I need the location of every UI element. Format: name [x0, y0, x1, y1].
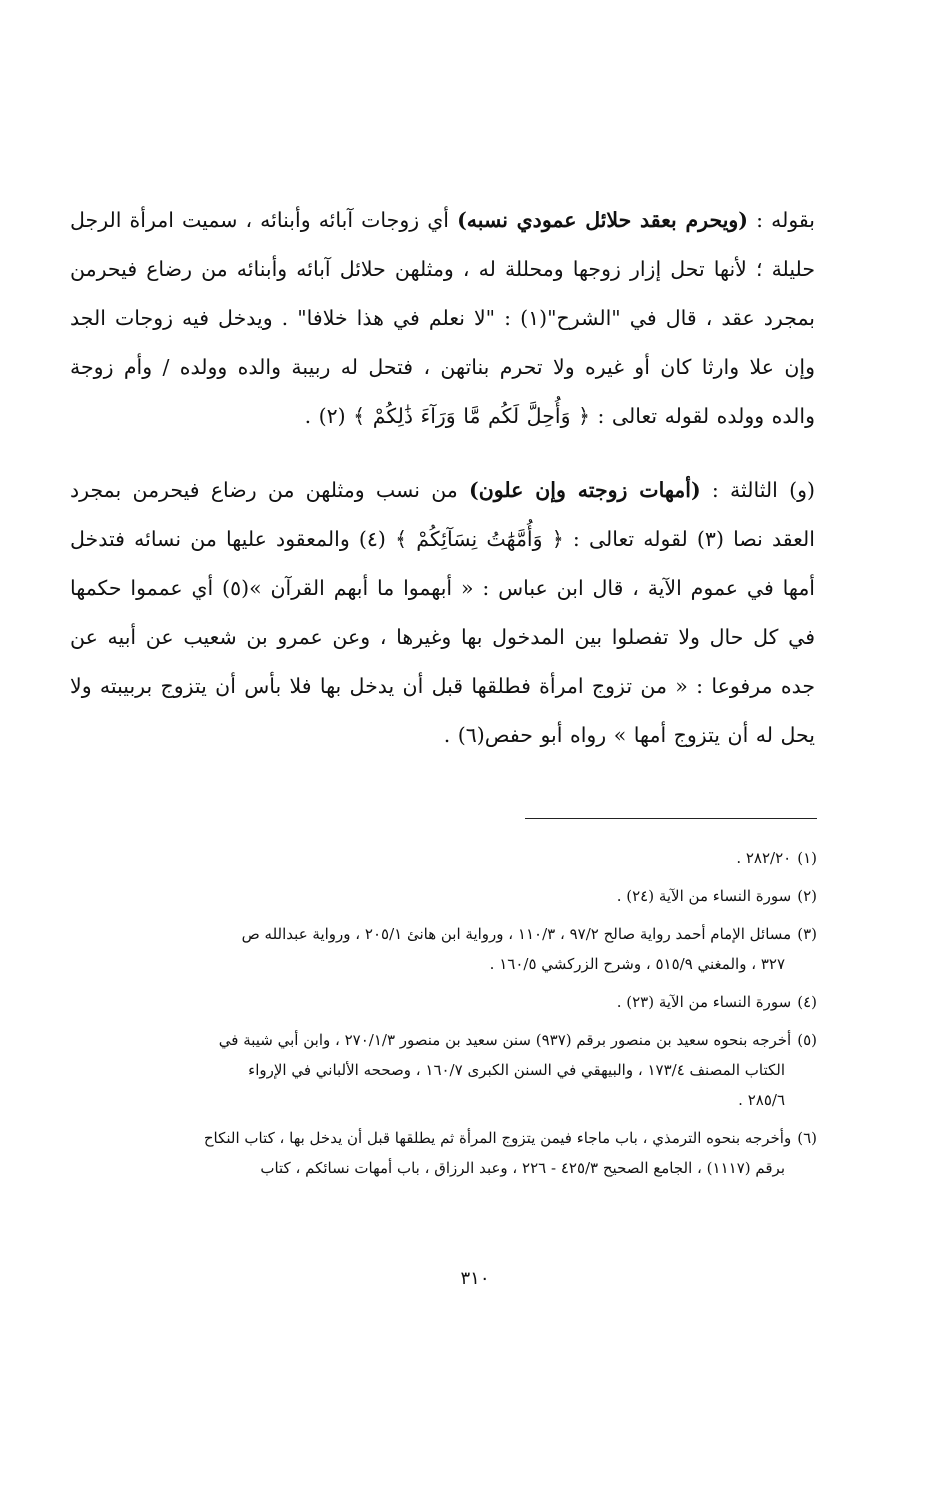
footnote-text: ٢٨٢/٢٠ . — [736, 849, 792, 867]
footnote-number: (٣) — [797, 925, 817, 943]
footnote-6 — [70, 1123, 817, 1183]
footnote-number: (٥) — [797, 1031, 817, 1049]
text-run: بقوله : — [748, 208, 815, 232]
text-run: أي زوجات آبائه وأبنائه ، سميت امرأة الرجل حليلة ؛ لأنها تحل إزار زوجها ومحللة له ، ومثلهن حلائل آبائه وأبنائه من رضاع فيحرمن بمجرد عقد ، قال في "الشرح"(١) : "لا نعلم في هذا خلافا" . ويدخل فيه زوجات الجد وإن علا وارثا كان أو غيره ولا تحرم بناتهن ، فتحل له ربيبة والده وولده / وأم زوجة والده وولده لقوله تعالى : ﴿ وَأُحِلَّ لَكُم مَّا وَرَآءَ ذَٰلِكُمْ ﴾ (٢) . — [70, 208, 815, 428]
footnote-2 — [70, 881, 817, 911]
text-run: (و) الثالثة : — [700, 478, 815, 502]
footnote-text: سورة النساء من الآية (٢٣) . — [616, 993, 792, 1011]
footnote-number: (٤) — [797, 993, 817, 1011]
footnote-4 — [70, 987, 817, 1017]
footnote-text: أخرجه بنحوه سعيد بن منصور برقم (٩٣٧) سنن سعيد بن منصور ٢٧٠/١/٣ ، وابن أبي شيبة في — [218, 1031, 792, 1049]
footnote-text: ٢٨٥/٦ . — [738, 1091, 785, 1109]
footnote-3 — [70, 919, 817, 979]
footnote-text: مسائل الإمام أحمد رواية صالح ٩٧/٢ ، ١١٠/٣ ، ورواية ابن هانئ ٢٠٥/١ ، ورواية عبدالله ص — [241, 925, 792, 943]
main-paragraph-2 — [70, 466, 815, 760]
footnote-separator — [525, 818, 817, 819]
footnotes — [70, 843, 817, 1191]
footnote-number: (٢) — [797, 887, 817, 905]
page-number: ٣١٠ — [460, 1268, 490, 1289]
footnote-1 — [70, 843, 817, 873]
footnote-text: ٣٢٧ ، والمغني ٥١٥/٩ ، وشرح الزركشي ١٦٠/٥ . — [489, 955, 785, 973]
bold-matn-text: (أمهات زوجته وإن علون) — [469, 478, 701, 502]
footnote-text: سورة النساء من الآية (٢٤) . — [616, 887, 792, 905]
footnote-number: (٦) — [797, 1129, 817, 1147]
footnote-text: الكتاب المصنف ١٧٣/٤ ، والبيهقي في السنن الكبرى ١٦٠/٧ ، وصححه الألباني في الإرواء — [248, 1061, 785, 1079]
footnote-text: وأخرجه بنحوه الترمذي ، باب ماجاء فيمن يتزوج المرأة ثم يطلقها قبل أن يدخل بها ، كتاب النكاح — [203, 1129, 792, 1147]
footnote-5 — [70, 1025, 817, 1115]
text-run: من نسب ومثلهن من رضاع فيحرمن بمجرد العقد نصا (٣) لقوله تعالى : ﴿ وَأُمَّهَٰتُ نِسَآئِكُمْ ﴾ (٤) والمعقود عليها من نسائه فتدخل أمها في عموم الآية ، قال ابن عباس : « أبهموا ما أبهم القرآن »(٥) أي عمموا حكمها في كل حال ولا تفصلوا بين المدخول بها وغيرها ، وعن عمرو بن شعيب عن أبيه عن جده مرفوعا : « من تزوج امرأة فطلقها قبل أن يدخل بها فلا بأس أن يتزوج بربيبته ولا يحل له أن يتزوج أمها » رواه أبو حفص(٦) . — [70, 478, 815, 747]
footnote-text: برقم (١١١٧) ، الجامع الصحيح ٤٢٥/٣ - ٢٢٦ ، وعبد الرزاق ، باب أمهات نسائكم ، كتاب — [260, 1159, 785, 1177]
footnote-number: (١) — [797, 849, 817, 867]
bold-matn-text: (ويحرم بعقد حلائل عمودي نسبه) — [457, 208, 749, 232]
main-paragraph-1 — [70, 196, 815, 441]
